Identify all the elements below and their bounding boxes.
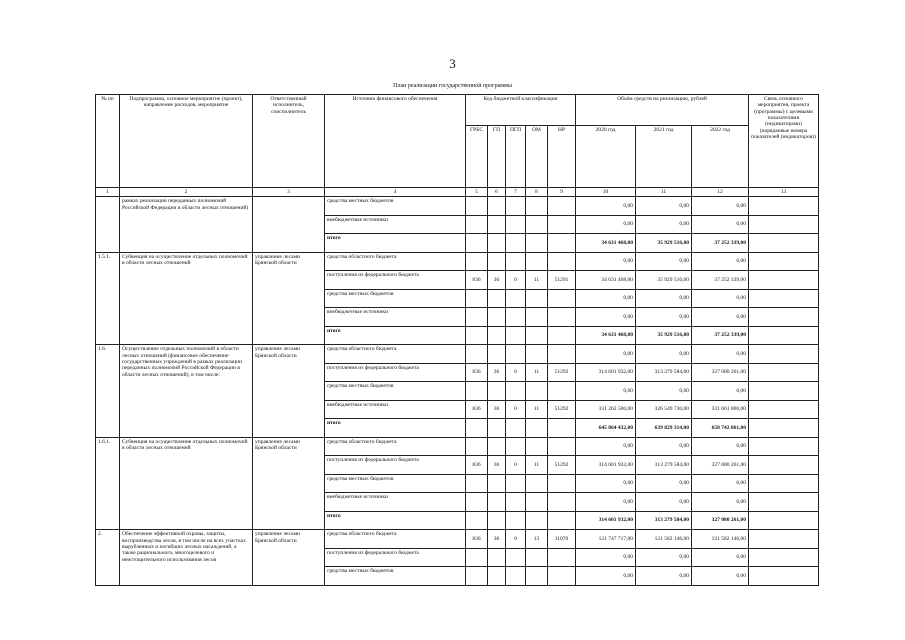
kbk-code xyxy=(466,289,488,308)
amount-value: 0,00 xyxy=(636,548,692,567)
kbk-code xyxy=(466,308,488,327)
kbk-code xyxy=(466,197,488,216)
funding-source: внебюджетные источники xyxy=(325,308,466,327)
kbk-code: 11 xyxy=(526,271,548,290)
amount-value: 0,00 xyxy=(576,345,636,364)
kbk-code xyxy=(548,382,576,401)
kbk-code: 836 xyxy=(466,456,488,475)
funding-source: итого xyxy=(325,419,466,438)
column-index: 10 xyxy=(576,188,636,197)
kbk-code: 11 xyxy=(526,363,548,382)
kbk-code xyxy=(488,308,506,327)
kbk-code xyxy=(488,234,506,253)
kbk-code xyxy=(526,345,548,364)
kbk-code: 51292 xyxy=(548,400,576,419)
amount-value: 0,00 xyxy=(692,289,749,308)
kbk-code xyxy=(526,548,548,567)
kbk-code: 36 xyxy=(488,271,506,290)
amount-value: 0,00 xyxy=(692,474,749,493)
header-year-2020: 2020 год xyxy=(576,126,636,188)
funding-source: средства областного бюджета xyxy=(325,252,466,271)
kbk-code xyxy=(466,234,488,253)
amount-value: 0,00 xyxy=(636,252,692,271)
kbk-code xyxy=(466,345,488,364)
kbk-code xyxy=(488,345,506,364)
kbk-code xyxy=(526,234,548,253)
kbk-code xyxy=(466,215,488,234)
kbk-code xyxy=(506,197,526,216)
header-kbk: Код бюджетной классификации xyxy=(466,95,576,126)
kbk-code: 13 xyxy=(526,530,548,549)
executor: управление лесами Брянской области xyxy=(253,530,325,586)
kbk-code xyxy=(466,326,488,345)
kbk-code xyxy=(548,215,576,234)
indicator-link xyxy=(749,271,819,290)
funding-source: внебюджетные источники xyxy=(325,215,466,234)
kbk-code: 11070 xyxy=(548,530,576,549)
amount-value: 37 252 339,00 xyxy=(692,234,749,253)
header-year-2021: 2021 год xyxy=(636,126,692,188)
header-pgp: ПГП xyxy=(506,126,526,188)
kbk-code: 36 xyxy=(488,363,506,382)
kbk-code xyxy=(548,197,576,216)
activity-name: рамках реализации переданных полномочий Российской Федерации в области лесных отношений) xyxy=(120,197,253,253)
amount-value: 0,00 xyxy=(576,252,636,271)
header-grbs: ГРБС xyxy=(466,126,488,188)
funding-source: средства местных бюджетов xyxy=(325,567,466,586)
header-nr: НР xyxy=(548,126,576,188)
kbk-code xyxy=(548,234,576,253)
header-link: Связь основного мероприятия, проекта (программы) с целевыми показателями (индикаторами) (порядковые номера показателей (индикаторов)) xyxy=(749,95,819,188)
amount-value: 0,00 xyxy=(692,567,749,586)
funding-source: средства местных бюджетов xyxy=(325,197,466,216)
amount-value: 327 080 261,00 xyxy=(692,511,749,530)
kbk-code xyxy=(526,493,548,512)
page-number: 3 xyxy=(449,56,456,71)
kbk-code xyxy=(506,326,526,345)
kbk-code xyxy=(526,289,548,308)
column-index: 5 xyxy=(466,188,488,197)
amount-value: 658 742 061,00 xyxy=(692,419,749,438)
kbk-code: 836 xyxy=(466,363,488,382)
amount-value: 0,00 xyxy=(576,493,636,512)
kbk-code xyxy=(506,215,526,234)
header-name: Подпрограмма, основное мероприятие (проект), направление расходов, мероприятие xyxy=(120,95,253,188)
table-caption: План реализации государственной программы xyxy=(393,83,512,89)
kbk-code: 0 xyxy=(506,456,526,475)
kbk-code xyxy=(466,437,488,456)
kbk-code: 0 xyxy=(506,400,526,419)
header-volume: Объём средств на реализацию, рублей xyxy=(576,95,749,126)
header-source: Источник финансового обеспечения xyxy=(325,95,466,188)
indicator-link xyxy=(749,326,819,345)
kbk-code xyxy=(526,215,548,234)
indicator-link xyxy=(749,197,819,216)
amount-value: 313 279 584,00 xyxy=(636,363,692,382)
kbk-code xyxy=(488,437,506,456)
column-index: 13 xyxy=(749,188,819,197)
row-number: 1.6. xyxy=(96,345,120,438)
amount-value: 37 252 339,00 xyxy=(692,271,749,290)
amount-value: 0,00 xyxy=(636,437,692,456)
amount-value: 0,00 xyxy=(692,252,749,271)
indicator-link xyxy=(749,493,819,512)
kbk-code: 11 xyxy=(526,456,548,475)
table-row xyxy=(96,252,819,271)
kbk-code xyxy=(506,419,526,438)
column-index: 9 xyxy=(548,188,576,197)
row-number xyxy=(96,197,120,253)
header-number: № пп xyxy=(96,95,120,188)
kbk-code xyxy=(548,252,576,271)
indicator-link xyxy=(749,252,819,271)
kbk-code: 51291 xyxy=(548,271,576,290)
kbk-code: 11 xyxy=(526,400,548,419)
amount-value: 0,00 xyxy=(576,437,636,456)
indicator-link xyxy=(749,234,819,253)
amount-value: 327 080 261,00 xyxy=(692,363,749,382)
table-row xyxy=(96,197,819,216)
activity-name: Осуществление отдельных полномочий в области лесных отношений (финансовое обеспечение государственных учреждений в рамках реализации переданных полномочий Российской Федерации в области лесных отношений), в том числе: xyxy=(120,345,253,438)
column-index: 11 xyxy=(636,188,692,197)
amount-value: 0,00 xyxy=(692,345,749,364)
kbk-code xyxy=(466,548,488,567)
kbk-code xyxy=(488,252,506,271)
funding-source: внебюджетные источники xyxy=(325,493,466,512)
column-index-row xyxy=(96,188,819,197)
kbk-code xyxy=(506,474,526,493)
amount-value: 331 661 800,00 xyxy=(692,400,749,419)
kbk-code xyxy=(466,567,488,586)
amount-value: 639 829 314,00 xyxy=(636,419,692,438)
kbk-code xyxy=(548,289,576,308)
activity-name: Обеспечение эффективной охраны, защиты, воспроизводства лесов, в том числе на всех участках вырубленных и погибших лесных насаждений, а также рационального, многоцелевого и неистощительного использования лесов xyxy=(120,530,253,586)
activity-name: Субвенция на осуществление отдельных полномочий в области лесных отношений xyxy=(120,437,253,530)
kbk-code xyxy=(506,308,526,327)
executor: управление лесами Брянской области xyxy=(253,437,325,530)
kbk-code xyxy=(506,437,526,456)
amount-value: 35 929 516,00 xyxy=(636,271,692,290)
amount-value: 35 929 516,00 xyxy=(636,234,692,253)
amount-value: 0,00 xyxy=(636,197,692,216)
kbk-code xyxy=(466,474,488,493)
table-row xyxy=(96,437,819,456)
table-body xyxy=(96,197,819,586)
kbk-code xyxy=(506,345,526,364)
amount-value: 0,00 xyxy=(576,548,636,567)
amount-value: 34 631 468,00 xyxy=(576,271,636,290)
kbk-code xyxy=(466,511,488,530)
kbk-code xyxy=(548,511,576,530)
executor: управление лесами Брянской области xyxy=(253,345,325,438)
kbk-code xyxy=(548,474,576,493)
funding-source: внебюджетные источники xyxy=(325,400,466,419)
indicator-link xyxy=(749,345,819,364)
funding-source: итого xyxy=(325,511,466,530)
kbk-code xyxy=(548,567,576,586)
indicator-link xyxy=(749,474,819,493)
kbk-code xyxy=(526,567,548,586)
column-index: 12 xyxy=(692,188,749,197)
kbk-code: 51292 xyxy=(548,363,576,382)
indicator-link xyxy=(749,567,819,586)
kbk-code xyxy=(526,308,548,327)
kbk-code: 36 xyxy=(488,456,506,475)
amount-value: 0,00 xyxy=(636,215,692,234)
kbk-code xyxy=(488,382,506,401)
kbk-code xyxy=(488,474,506,493)
kbk-code xyxy=(526,419,548,438)
kbk-code xyxy=(548,493,576,512)
kbk-code xyxy=(506,511,526,530)
amount-value: 0,00 xyxy=(636,289,692,308)
kbk-code xyxy=(488,197,506,216)
kbk-code xyxy=(506,234,526,253)
kbk-code: 0 xyxy=(506,530,526,549)
amount-value: 0,00 xyxy=(636,308,692,327)
amount-value: 331 262 500,00 xyxy=(576,400,636,419)
kbk-code xyxy=(548,326,576,345)
kbk-code: 51292 xyxy=(548,456,576,475)
funding-source: средства местных бюджетов xyxy=(325,289,466,308)
row-number: 1.6.1. xyxy=(96,437,120,530)
kbk-code: 0 xyxy=(506,271,526,290)
kbk-code xyxy=(526,326,548,345)
executor: управление лесами Брянской области xyxy=(253,252,325,345)
funding-source: поступления из федерального бюджета xyxy=(325,271,466,290)
kbk-code xyxy=(466,419,488,438)
indicator-link xyxy=(749,289,819,308)
kbk-code xyxy=(548,437,576,456)
kbk-code: 836 xyxy=(466,530,488,549)
amount-value: 0,00 xyxy=(636,474,692,493)
amount-value: 326 549 730,00 xyxy=(636,400,692,419)
amount-value: 314 601 932,00 xyxy=(576,456,636,475)
indicator-link xyxy=(749,456,819,475)
kbk-code: 0 xyxy=(506,363,526,382)
row-number: 1.5.1. xyxy=(96,252,120,345)
amount-value: 327 080 261,00 xyxy=(692,456,749,475)
kbk-code: 836 xyxy=(466,271,488,290)
kbk-code xyxy=(506,493,526,512)
kbk-code xyxy=(526,511,548,530)
indicator-link xyxy=(749,548,819,567)
kbk-code xyxy=(488,548,506,567)
header-gp: ГП xyxy=(488,126,506,188)
amount-value: 314 601 932,00 xyxy=(576,511,636,530)
amount-value: 37 252 339,00 xyxy=(692,326,749,345)
amount-value: 0,00 xyxy=(692,437,749,456)
amount-value: 313 279 584,00 xyxy=(636,456,692,475)
kbk-code xyxy=(526,474,548,493)
kbk-code xyxy=(526,437,548,456)
funding-source: средства областного бюджета xyxy=(325,437,466,456)
kbk-code xyxy=(548,548,576,567)
kbk-code xyxy=(506,289,526,308)
kbk-code xyxy=(488,289,506,308)
amount-value: 0,00 xyxy=(692,493,749,512)
funding-source: итого xyxy=(325,326,466,345)
indicator-link xyxy=(749,511,819,530)
kbk-code xyxy=(526,252,548,271)
kbk-code xyxy=(488,419,506,438)
amount-value: 313 279 584,00 xyxy=(636,511,692,530)
header-year-2022: 2022 год xyxy=(692,126,749,188)
kbk-code xyxy=(466,382,488,401)
kbk-code xyxy=(548,345,576,364)
amount-value: 0,00 xyxy=(636,493,692,512)
indicator-link xyxy=(749,382,819,401)
amount-value: 35 929 516,00 xyxy=(636,326,692,345)
funding-source: средства областного бюджета xyxy=(325,345,466,364)
kbk-code xyxy=(466,493,488,512)
indicator-link xyxy=(749,419,819,438)
executor xyxy=(253,197,325,253)
kbk-code xyxy=(488,493,506,512)
column-index: 2 xyxy=(120,188,253,197)
amount-value: 0,00 xyxy=(692,548,749,567)
kbk-code xyxy=(526,382,548,401)
column-index: 1 xyxy=(96,188,120,197)
funding-source: поступления из федерального бюджета xyxy=(325,548,466,567)
amount-value: 34 631 468,00 xyxy=(576,326,636,345)
amount-value: 121 582 146,00 xyxy=(636,530,692,549)
program-plan-table xyxy=(95,94,819,586)
amount-value: 314 601 932,00 xyxy=(576,363,636,382)
activity-name: Субвенция на осуществление отдельных полномочий в области лесных отношений xyxy=(120,252,253,345)
amount-value: 0,00 xyxy=(692,382,749,401)
column-index: 8 xyxy=(526,188,548,197)
kbk-code xyxy=(488,511,506,530)
indicator-link xyxy=(749,530,819,549)
amount-value: 0,00 xyxy=(576,382,636,401)
amount-value: 0,00 xyxy=(576,308,636,327)
kbk-code: 36 xyxy=(488,400,506,419)
amount-value: 0,00 xyxy=(692,197,749,216)
amount-value: 0,00 xyxy=(576,289,636,308)
amount-value: 0,00 xyxy=(636,382,692,401)
funding-source: средства областного бюджета xyxy=(325,530,466,549)
amount-value: 34 631 468,00 xyxy=(576,234,636,253)
kbk-code xyxy=(466,252,488,271)
amount-value: 121 582 146,00 xyxy=(692,530,749,549)
kbk-code: 836 xyxy=(466,400,488,419)
funding-source: средства местных бюджетов xyxy=(325,382,466,401)
column-index: 6 xyxy=(488,188,506,197)
amount-value: 0,00 xyxy=(576,567,636,586)
amount-value: 0,00 xyxy=(636,345,692,364)
kbk-code xyxy=(548,308,576,327)
indicator-link xyxy=(749,400,819,419)
funding-source: поступления из федерального бюджета xyxy=(325,456,466,475)
indicator-link xyxy=(749,437,819,456)
kbk-code xyxy=(488,567,506,586)
kbk-code xyxy=(506,252,526,271)
row-number: 2. xyxy=(96,530,120,586)
funding-source: средства местных бюджетов xyxy=(325,474,466,493)
funding-source: поступления из федерального бюджета xyxy=(325,363,466,382)
amount-value: 0,00 xyxy=(576,215,636,234)
header-om: ОМ xyxy=(526,126,548,188)
column-index: 3 xyxy=(253,188,325,197)
kbk-code xyxy=(488,326,506,345)
funding-source: итого xyxy=(325,234,466,253)
indicator-link xyxy=(749,215,819,234)
kbk-code xyxy=(488,215,506,234)
amount-value: 645 864 432,00 xyxy=(576,419,636,438)
amount-value: 0,00 xyxy=(576,197,636,216)
table-row xyxy=(96,345,819,364)
table-row xyxy=(96,530,819,549)
column-index: 4 xyxy=(325,188,466,197)
indicator-link xyxy=(749,363,819,382)
indicator-link xyxy=(749,308,819,327)
kbk-code xyxy=(526,197,548,216)
header-executor: Ответственный исполнитель, соисполнитель xyxy=(253,95,325,188)
amount-value: 0,00 xyxy=(692,308,749,327)
kbk-code: 36 xyxy=(488,530,506,549)
amount-value: 0,00 xyxy=(576,474,636,493)
kbk-code xyxy=(506,548,526,567)
column-index: 7 xyxy=(506,188,526,197)
kbk-code xyxy=(548,419,576,438)
kbk-code xyxy=(506,382,526,401)
kbk-code xyxy=(506,567,526,586)
amount-value: 0,00 xyxy=(692,215,749,234)
amount-value: 0,00 xyxy=(636,567,692,586)
amount-value: 121 747 717,00 xyxy=(576,530,636,549)
